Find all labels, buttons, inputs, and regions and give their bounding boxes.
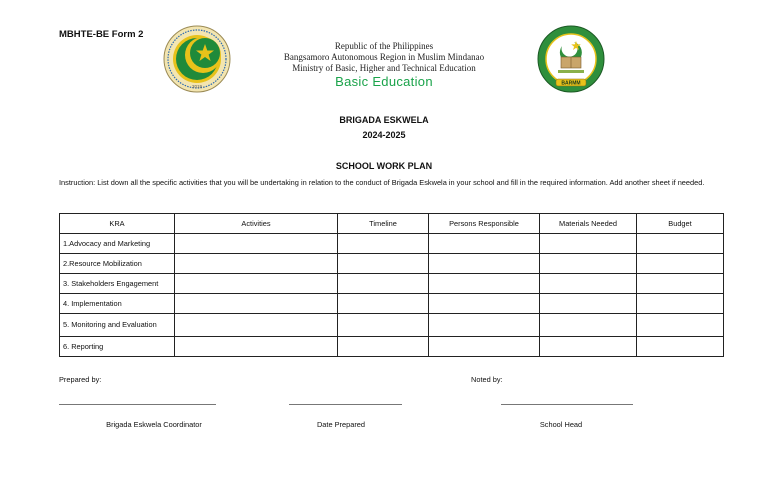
table-row bbox=[60, 234, 724, 254]
noted-by-label: Noted by: bbox=[471, 375, 503, 384]
school-head-signature-line[interactable] bbox=[501, 404, 633, 405]
kra-cell: 2.Resource Mobilization bbox=[60, 254, 175, 274]
work-plan-table bbox=[59, 213, 724, 357]
school-year: 2024-2025 bbox=[362, 130, 406, 140]
header-line-region: Bangsamoro Autonomous Region in Muslim Mindanao bbox=[283, 52, 485, 62]
activities-cell[interactable] bbox=[175, 274, 338, 294]
materials-cell[interactable] bbox=[540, 234, 637, 254]
school-head-label: School Head bbox=[539, 420, 583, 429]
budget-cell[interactable] bbox=[637, 234, 724, 254]
agency-header bbox=[250, 41, 518, 87]
materials-cell[interactable] bbox=[540, 274, 637, 294]
timeline-cell[interactable] bbox=[338, 314, 429, 337]
table-row bbox=[60, 337, 724, 357]
activities-cell[interactable] bbox=[175, 294, 338, 314]
basic-education-label: Basic Education bbox=[335, 74, 433, 89]
persons-cell[interactable] bbox=[429, 234, 540, 254]
materials-cell[interactable] bbox=[540, 294, 637, 314]
materials-cell[interactable] bbox=[540, 254, 637, 274]
materials-cell[interactable] bbox=[540, 314, 637, 337]
date-signature-line[interactable] bbox=[289, 404, 402, 405]
table-row bbox=[60, 314, 724, 337]
persons-cell[interactable] bbox=[429, 254, 540, 274]
timeline-cell[interactable] bbox=[338, 254, 429, 274]
kra-cell: 1.Advocacy and Marketing bbox=[60, 234, 175, 254]
kra-cell: 3. Stakeholders Engagement bbox=[60, 274, 175, 294]
table-header-row bbox=[60, 214, 724, 234]
col-budget: Budget bbox=[637, 214, 724, 234]
activities-cell[interactable] bbox=[175, 314, 338, 337]
form-code: MBHTE-BE Form 2 bbox=[59, 29, 144, 40]
col-persons-responsible: Persons Responsible bbox=[429, 214, 540, 234]
kra-cell: 6. Reporting bbox=[60, 337, 175, 357]
table-row bbox=[60, 254, 724, 274]
persons-cell[interactable] bbox=[429, 314, 540, 337]
col-kra: KRA bbox=[60, 214, 175, 234]
activities-cell[interactable] bbox=[175, 234, 338, 254]
kra-cell: 5. Monitoring and Evaluation bbox=[60, 314, 175, 337]
program-title: BRIGADA ESKWELA bbox=[339, 115, 429, 125]
kra-cell: 4. Implementation bbox=[60, 294, 175, 314]
col-materials-needed: Materials Needed bbox=[540, 214, 637, 234]
seal-year: 2019 bbox=[191, 84, 203, 89]
work-plan-title: SCHOOL WORK PLAN bbox=[335, 161, 433, 171]
table-row bbox=[60, 274, 724, 294]
timeline-cell[interactable] bbox=[338, 337, 429, 357]
activities-cell[interactable] bbox=[175, 337, 338, 357]
table-row bbox=[60, 294, 724, 314]
instruction-text: Instruction: List down all the specific activities that you will be undertaking in relation to the conduct of Brigada Eskwela in your school and fill in the required information. Add another sheet if needed. bbox=[59, 178, 705, 187]
materials-cell[interactable] bbox=[540, 337, 637, 357]
coordinator-label: Brigada Eskwela Coordinator bbox=[106, 420, 202, 429]
persons-cell[interactable] bbox=[429, 294, 540, 314]
activities-cell[interactable] bbox=[175, 254, 338, 274]
persons-cell[interactable] bbox=[429, 274, 540, 294]
barmm-seal-logo bbox=[536, 24, 606, 94]
budget-cell[interactable] bbox=[637, 314, 724, 337]
header-line-republic: Republic of the Philippines bbox=[334, 41, 434, 51]
budget-cell[interactable] bbox=[637, 337, 724, 357]
date-prepared-label: Date Prepared bbox=[316, 420, 366, 429]
mbhte-seal-logo bbox=[162, 24, 232, 94]
persons-cell[interactable] bbox=[429, 337, 540, 357]
col-activities: Activities bbox=[175, 214, 338, 234]
seal-barmm-label: BARMM bbox=[561, 80, 581, 87]
coordinator-signature-line[interactable] bbox=[59, 404, 216, 405]
timeline-cell[interactable] bbox=[338, 294, 429, 314]
budget-cell[interactable] bbox=[637, 254, 724, 274]
budget-cell[interactable] bbox=[637, 294, 724, 314]
timeline-cell[interactable] bbox=[338, 234, 429, 254]
timeline-cell[interactable] bbox=[338, 274, 429, 294]
col-timeline: Timeline bbox=[338, 214, 429, 234]
header-line-ministry: Ministry of Basic, Higher and Technical Education bbox=[292, 63, 476, 73]
prepared-by-label: Prepared by: bbox=[59, 375, 102, 384]
budget-cell[interactable] bbox=[637, 274, 724, 294]
